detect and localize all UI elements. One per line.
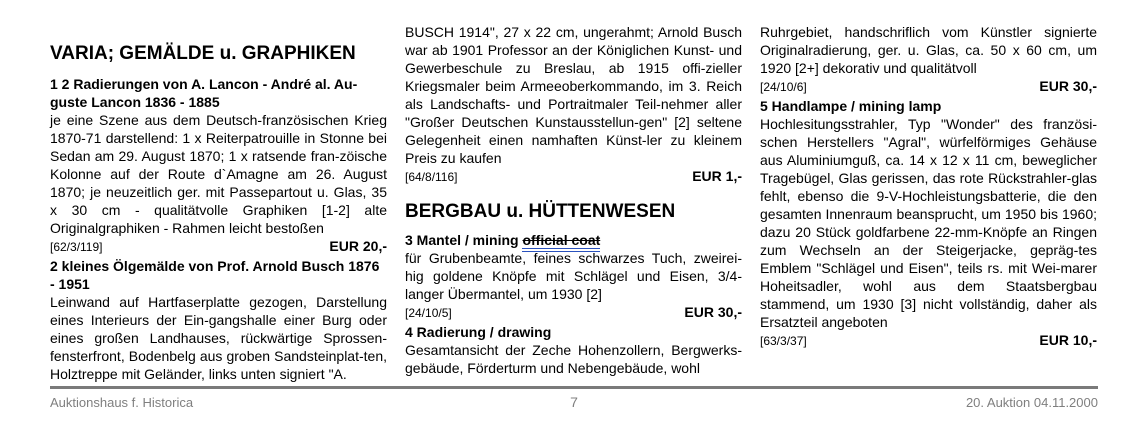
footer-publisher: Auktionshaus f. Historica bbox=[50, 395, 194, 410]
lot-2-ref: [64/8/116] bbox=[405, 170, 458, 184]
lot-4 bbox=[405, 323, 742, 377]
lot-1-ref: [62/3/119] bbox=[50, 240, 103, 254]
lot-5-ref-row bbox=[760, 331, 1097, 349]
lot-2-description: Leinwand auf Hartfaserplatte gezogen, Darstellung eines Interieurs der Ein-gangshalle einer Burg oder eines großen Landhauses, rückwärtige Sprossen-fensterfront, Bodenbelg aus groben Sandsteinplat-ten, Holztreppe mit Geländer, links unten signiert "A. bbox=[50, 294, 387, 382]
lot-3 bbox=[405, 231, 742, 321]
lot-2-ref-row bbox=[405, 167, 742, 185]
lot-3-title bbox=[405, 231, 742, 249]
lot-1-price: EUR 20,- bbox=[329, 238, 387, 254]
lot-4-ref-row bbox=[760, 77, 1097, 95]
lot-3-title-prefix: 3 Mantel / mining bbox=[405, 232, 523, 248]
lot-5-description: Hochlesitungsstrahler, Typ "Wonder" des französi-schen Herstellers "Agral", würfelförmiges Gehäuse aus Aluminiumguß, ca. 14 x 12 x 11 cm, beweglicher Tragebügel, Glas gerissen, das rote Rückstrahler-glas fehlt, ebenso die 9-V-Hochleistungsbatterie, die den gesamten Innenraum beansprucht, um 1950 bis 1960; dazu 20 Stück goldfarbene 22-mm-Knöpfe an Ringen zum Wechseln an der Steigerjacke, gepräg-tes Emblem "Schlägel und Eisen", teils rs. mit Wei-marer Hoheitsadler, wohl aus dem Staatsbergbau stammend, um 1930 [3] nicht vollständig, daher als Ersatzteil angeboten bbox=[760, 116, 1097, 330]
lot-4-title: 4 Radierung / drawing bbox=[405, 324, 552, 340]
lot-3-ref-row bbox=[405, 303, 742, 321]
lot-3-description: für Grubenbeamte, feines schwarzes Tuch, zweirei-hig goldene Knöpfe mit Schlägel und Eisen, 3/4-langer Übermantel, um 1930 [2] bbox=[405, 250, 742, 302]
lot-2 bbox=[50, 257, 387, 383]
section-heading-bergbau: BERGBAU u. HÜTTENWESEN bbox=[405, 201, 676, 222]
section-heading-varia: VARIA; GEMÄLDE u. GRAPHIKEN bbox=[50, 43, 356, 64]
lot-5-price: EUR 10,- bbox=[1039, 332, 1097, 348]
lot-2-title: 2 kleines Ölgemälde von Prof. Arnold Busch 1876 - 1951 bbox=[50, 258, 380, 292]
lot-2-price: EUR 1,- bbox=[692, 168, 742, 184]
column-right bbox=[760, 23, 1097, 383]
column-middle bbox=[405, 23, 742, 383]
lot-4-ref: [24/10/6] bbox=[760, 80, 807, 94]
lot-3-title-deleted-text: official coat bbox=[522, 232, 600, 252]
lot-1-title: 1 2 Radierungen von A. Lancon - André al. Au-guste Lancon 1836 - 1885 bbox=[50, 76, 358, 110]
footer-page-number: 7 bbox=[570, 394, 578, 410]
lot-4-description: Gesamtansicht der Zeche Hohenzollern, Bergwerks-gebäude, Förderturm und Nebengebäude, wohl bbox=[405, 342, 742, 376]
column-left bbox=[50, 23, 387, 383]
lot-5-ref: [63/3/37] bbox=[760, 334, 807, 348]
lot-3-price: EUR 30,- bbox=[684, 304, 742, 320]
lot-5-title: 5 Handlampe / mining lamp bbox=[760, 98, 942, 114]
lot-3-ref: [24/10/5] bbox=[405, 306, 452, 320]
lot-4-description-continued: Ruhrgebiet, handschriflich vom Künstler signierte Originalradierung, ger. u. Glas, ca. 50 x 60 cm, um 1920 [2+] dekorativ und qualitätvoll bbox=[760, 24, 1097, 76]
lot-1-description: je eine Szene aus dem Deutsch-französischen Krieg 1870-71 darstellend: 1 x Reiterpatrouille in Stonne bei Sedan am 29. August 1870; 1 x ratsende fran-zöische Kolonne auf der Route d`Amagne am 26. August 1870; je neuzeitlich ger. mit Passepartout u. Glas, 35 x 30 cm - qualitätvolle Graphiken [1-2] alte Originalgraphiken - Rahmen leicht bestoßen bbox=[50, 112, 387, 236]
lot-1-ref-row bbox=[50, 237, 387, 255]
lot-2-description-continued: BUSCH 1914", 27 x 22 cm, ungerahmt; Arnold Busch war ab 1901 Professor an der Königlichen Kunst- und Gewerbeschule zu Breslau, ab 1915 offi-zieller Kriegsmaler beim Armeeoberkommando, im 3. Reich als Landschafts- und Portraitmaler Teil-nehmer aller "Großer Deutschen Kunstausstellun-gen" [2] seltene Gelegenheit einen namhaften Künst-ler zu kleinem Preis zu kaufen bbox=[405, 24, 742, 166]
lot-4-price: EUR 30,- bbox=[1039, 78, 1097, 94]
footer-auction-info: 20. Auktion 04.11.2000 bbox=[965, 395, 1098, 410]
lot-5 bbox=[760, 97, 1097, 349]
page-content bbox=[50, 23, 1097, 383]
page-footer bbox=[50, 386, 1098, 410]
lot-1 bbox=[50, 75, 387, 255]
